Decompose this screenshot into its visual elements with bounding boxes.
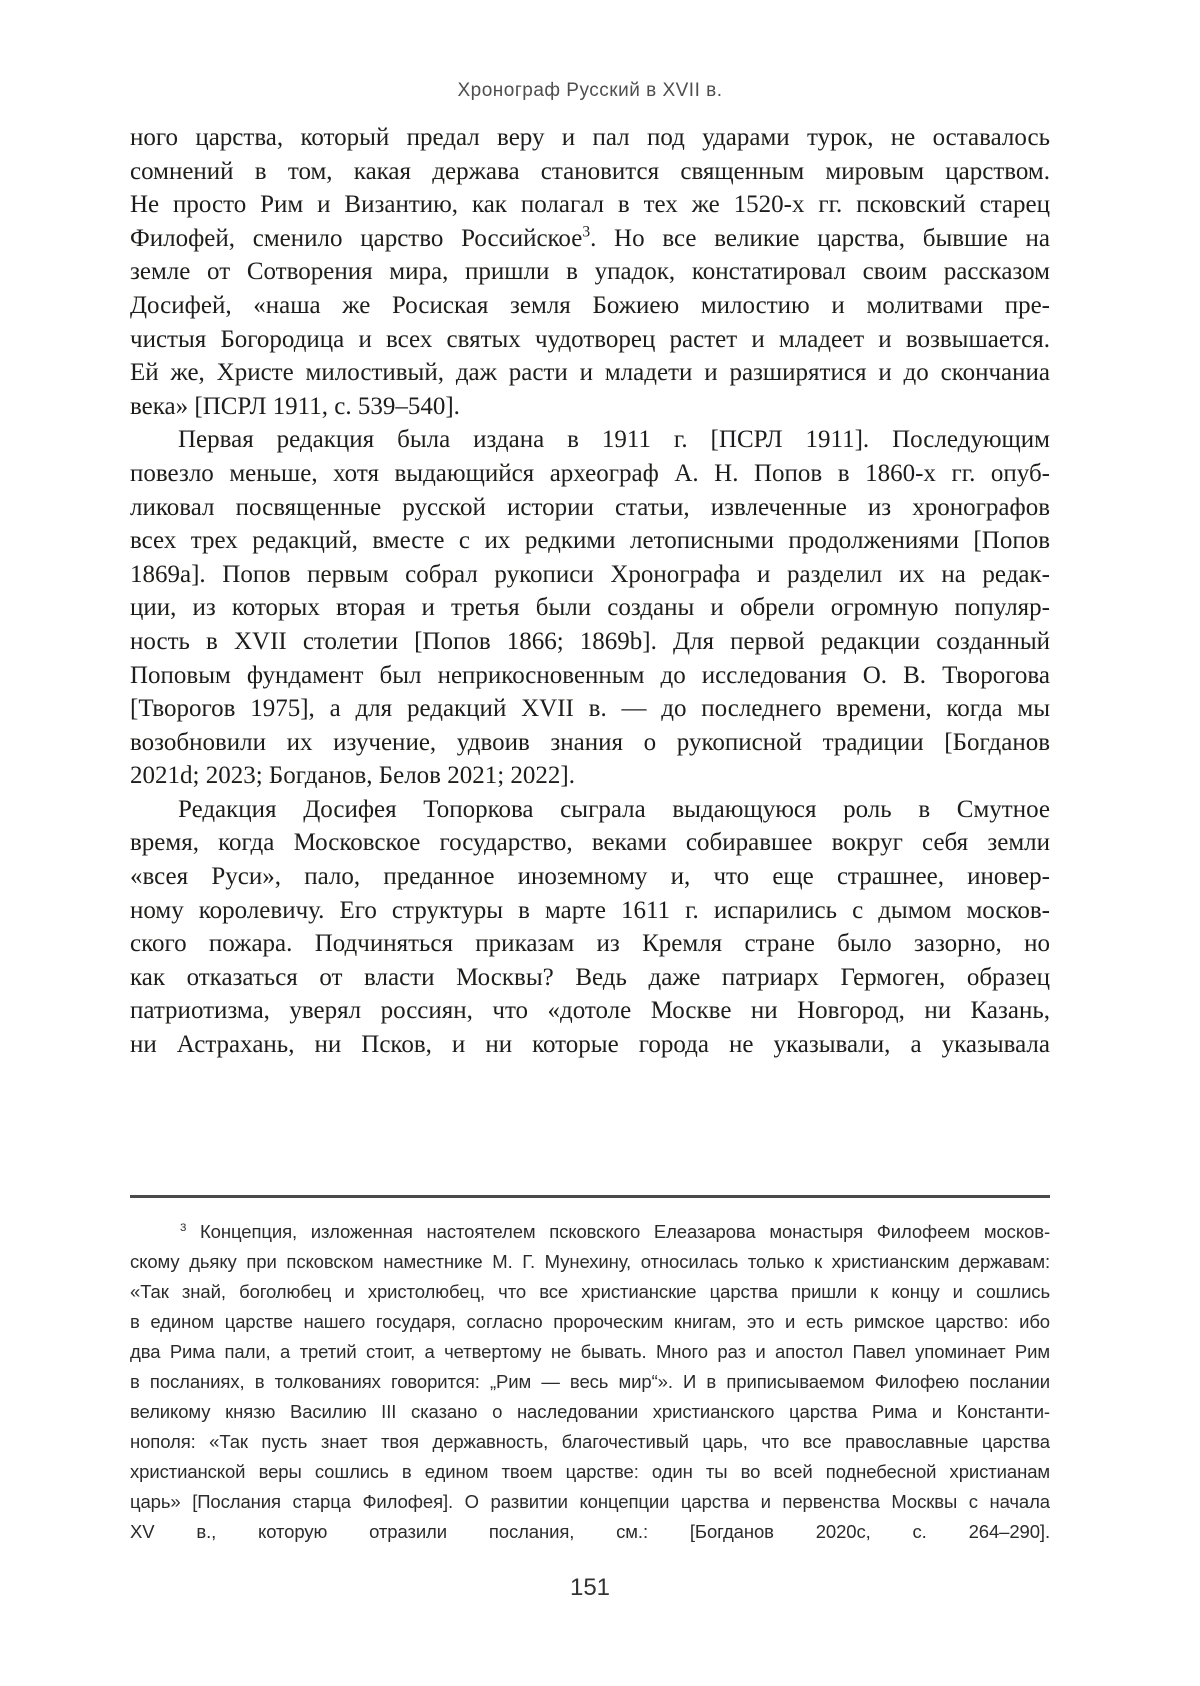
text-line: в едином царстве нашего государя, согласно пророческим книгам, это и есть римское царство: ибо bbox=[130, 1311, 1050, 1332]
text-line: 2021d; 2023; Богданов, Белов 2021; 2022]. bbox=[130, 762, 576, 790]
text-line: царь» [Послания старца Филофея]. О развитии концепции царства и первенства Москвы с начала bbox=[130, 1491, 1050, 1512]
text-line: века» [ПСРЛ 1911, с. 539–540]. bbox=[130, 392, 460, 420]
text-line: Редакция Досифея Топоркова сыграла выдающуюся роль в Смутное bbox=[178, 795, 1050, 823]
paragraph bbox=[130, 1217, 1050, 1547]
text-line: ции, из которых вторая и третья были созданы и обрели огромную популяр- bbox=[130, 594, 1050, 622]
footnote-rule bbox=[130, 1195, 1050, 1198]
footnote-3 bbox=[130, 1217, 1050, 1547]
text-line: время, когда Московское государство, веками собиравшее вокруг себя земли bbox=[130, 829, 1050, 857]
text-line: земле от Сотворения мира, пришли в упадок, констатировал своим рассказом bbox=[130, 258, 1050, 286]
footnote-section bbox=[130, 1195, 1050, 1547]
footnote-marker: 3 bbox=[582, 223, 591, 241]
text-line: великому князю Василию III сказано о наследовании христианского царства Рима и Константи- bbox=[130, 1401, 1050, 1422]
text-line: патриотизма, уверял россиян, что «дотоле Москве ни Новгород, ни Казань, bbox=[130, 997, 1050, 1025]
text-line: ность в XVII столетии [Попов 1866; 1869b]. Для первой редакции созданный bbox=[130, 627, 1050, 655]
paragraph bbox=[130, 121, 1050, 423]
text-line: два Рима пали, а третий стоит, а четвертому не бывать. Много раз и апостол Павел упоминает Рим bbox=[130, 1341, 1050, 1362]
paragraph bbox=[130, 423, 1050, 793]
text-line: как отказаться от власти Москвы? Ведь даже патриарх Гермоген, образец bbox=[130, 963, 1050, 991]
text-line: $^3$ Концепция, изложенная настоятелем псковского Елеазарова монастыря Филофеем москов- bbox=[180, 1221, 1050, 1242]
text-line: христианской веры сошлись в едином твоем царстве: один ты во всей поднебесной христианам bbox=[130, 1461, 1050, 1482]
text-line: чистыя Богородица и всех святых чудотворец растет и младеет и возвышается. bbox=[130, 325, 1050, 353]
text-line: нополя: «Так пусть знает твоя державность, благочестивый царь, что все православные царства bbox=[130, 1431, 1050, 1452]
text-line: Первая редакция была издана в 1911 г. [ПСРЛ 1911]. Последующим bbox=[178, 426, 1050, 454]
text-line: «Так знай, боголюбец и христолюбец, что все христианские царства пришли к концу и сошлись bbox=[130, 1281, 1050, 1302]
text-line: сомнений в том, какая держава становится священным мировым царством. bbox=[130, 157, 1050, 185]
text-line: повезло меньше, хотя выдающийся археограф А. Н. Попов в 1860-х гг. опуб- bbox=[130, 459, 1050, 487]
text-line: ного царства, который предал веру и пал под ударами турок, не оставалось bbox=[130, 124, 1050, 151]
text-line: «всея Руси», пало, преданное иноземному и, что еще страшнее, иновер- bbox=[130, 863, 1050, 891]
paragraph bbox=[130, 793, 1050, 1062]
text-line: ского пожара. Подчиняться приказам из Кремля стране было зазорно, но bbox=[130, 930, 1050, 958]
text-line: возобновили их изучение, удвоив знания о рукописной традиции [Богданов bbox=[130, 728, 1050, 756]
text-line: XV в., которую отразили послания, см.: [Богданов 2020c, с. 264–290]. bbox=[130, 1521, 1050, 1542]
footnote-marker: 3 bbox=[180, 1221, 187, 1234]
page-number: 151 bbox=[569, 1574, 611, 1601]
text-line: 1869a]. Попов первым собрал рукописи Хронографа и разделил их на редак- bbox=[130, 560, 1050, 588]
text-line: Ей же, Христе милостивый, даж расти и младети и разширятися и до скончаниа bbox=[130, 359, 1050, 387]
text-line: ликовал посвященные русской истории статьи, извлеченные из хронографов bbox=[130, 493, 1050, 521]
text-line: Поповым фундамент был неприкосновенным до исследования О. В. Творогова bbox=[130, 661, 1050, 689]
text-line: Филофей, сменило царство Российское$^3$. Но все великие царства, бывшие на bbox=[130, 223, 1050, 252]
text-line: ному королевичу. Его структуры в марте 1611 г. испарились с дымом москов- bbox=[130, 896, 1050, 924]
text-line: ни Астрахань, ни Псков, и ни которые города не указывали, а указывала bbox=[130, 1031, 1050, 1059]
text-line: всех трех редакций, вместе с их редкими летописными продолжениями [Попов bbox=[130, 527, 1050, 555]
body-text bbox=[130, 121, 1050, 1062]
text-line: [Творогов 1975], а для редакций XVII в. — до последнего времени, когда мы bbox=[130, 695, 1050, 723]
text-line: в посланиях, в толкованиях говорится: „Рим — весь мир“». И в приписываемом Филофею послании bbox=[130, 1371, 1050, 1392]
text-line: Досифей, «наша же Росиская земля Божиею милостию и молитвами пре- bbox=[130, 291, 1050, 319]
running-head: Хронограф Русский в XVII в. bbox=[457, 80, 723, 101]
text-line: скому дьяку при псковском наместнике М. Г. Мунехину, относилась только к христианским державам: bbox=[130, 1251, 1050, 1272]
text-line: Не просто Рим и Византию, как полагал в тех же 1520-х гг. псковский старец bbox=[130, 191, 1050, 219]
